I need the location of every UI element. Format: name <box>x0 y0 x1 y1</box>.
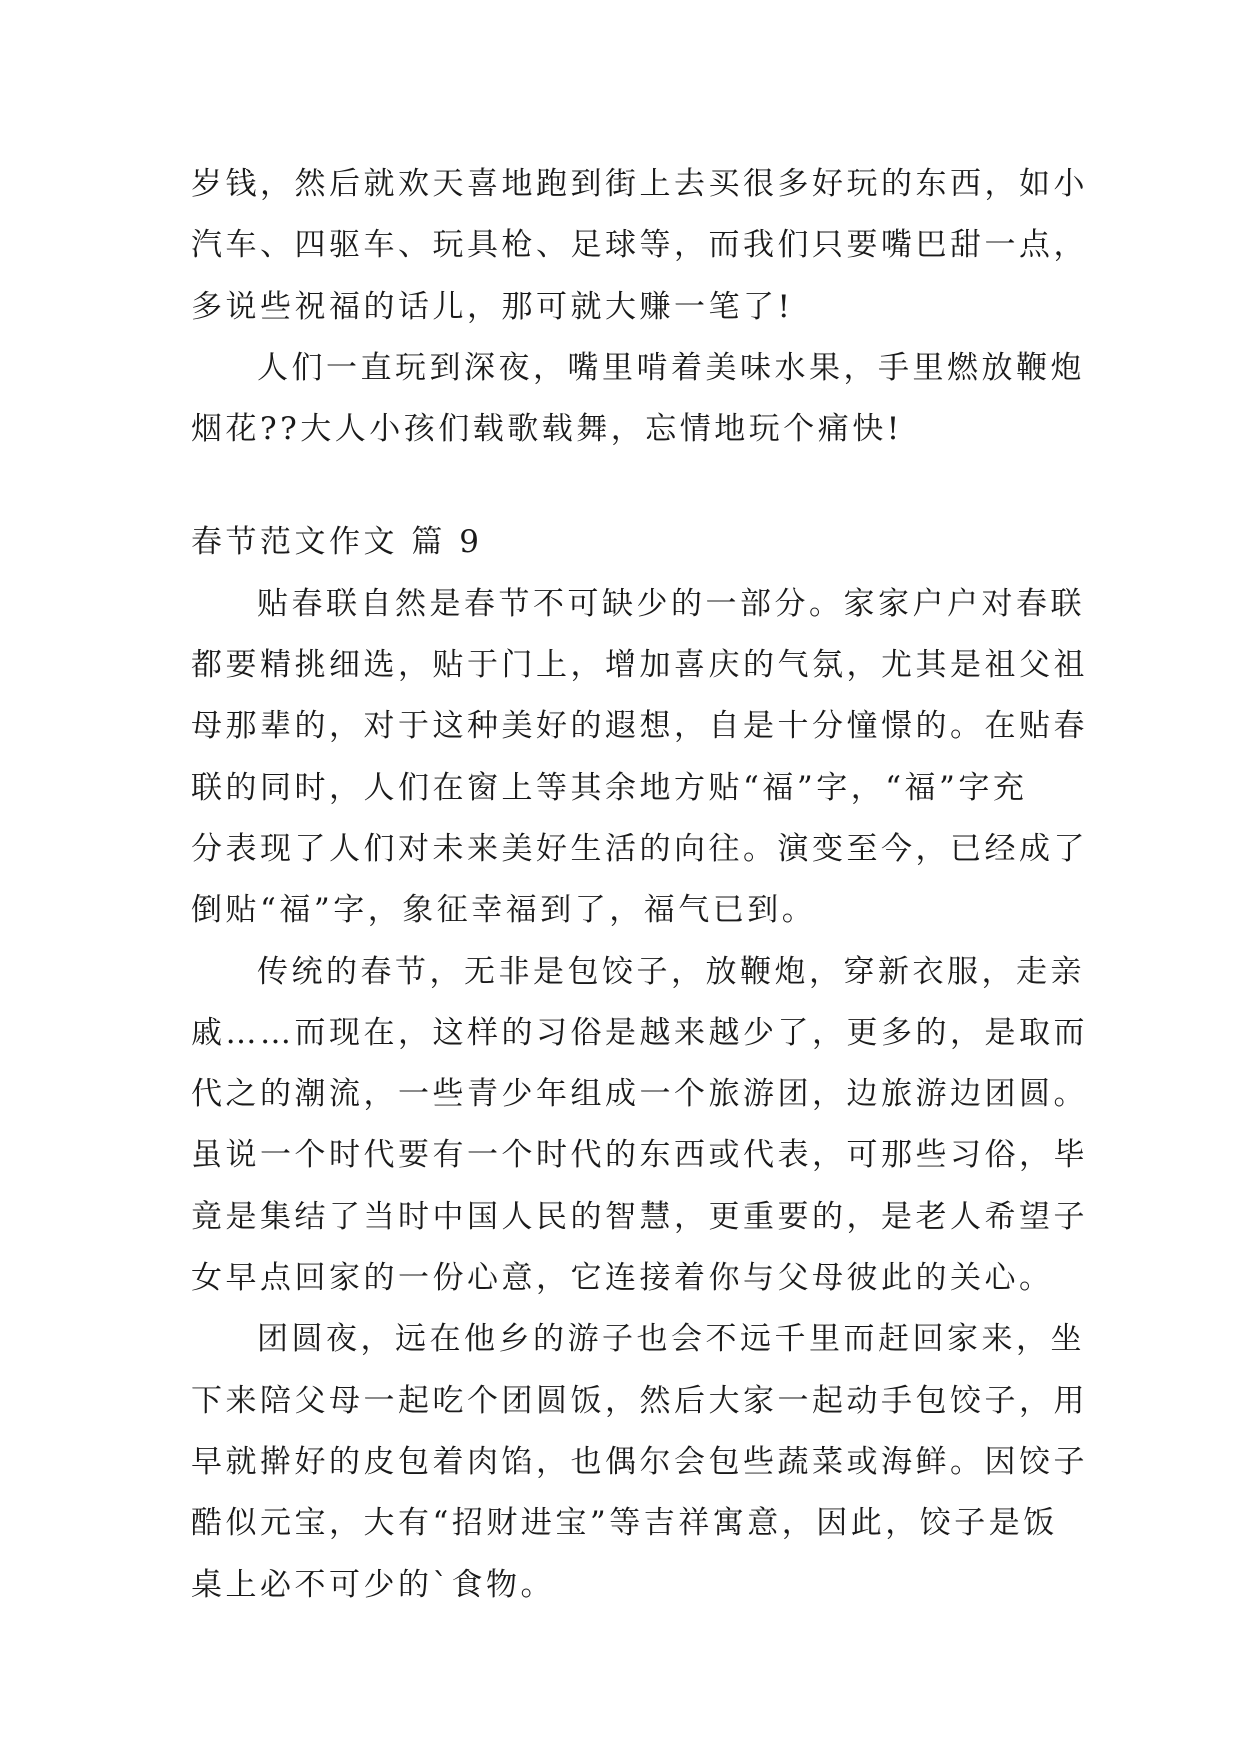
text-line: 岁钱，然后就欢天喜地跑到街上去买很多好玩的东西，如小 <box>191 166 1088 202</box>
document-body <box>191 154 1088 1616</box>
text-line: 下来陪父母一起吃个团圆饭，然后大家一起动手包饺子，用 <box>191 1382 1088 1419</box>
text-line: 代之的潮流，一些青少年组成一个旅游团，边旅游边团圆。 <box>191 1076 1088 1113</box>
paragraph-night <box>191 338 1085 461</box>
text-line: 母那辈的，对于这种美好的遐想，自是十分憧憬的。在贴春 <box>191 708 1088 745</box>
section-heading: 春节范文作文 篇 9 <box>191 524 483 561</box>
text-line: 分表现了人们对未来美好生活的向往。演变至今，已经成了 <box>191 830 1088 867</box>
paragraph-continued <box>191 154 1088 338</box>
text-line: 汽车、四驱车、玩具枪、足球等，而我们只要嘴巴甜一点， <box>191 227 1088 264</box>
text-line: 团圆夜，远在他乡的游子也会不远千里而赶回家来，坐 <box>257 1321 1085 1358</box>
text-line: 倒贴“福”字，象征幸福到了，福气已到。 <box>191 892 817 929</box>
text-line: 竟是集结了当时中国人民的智慧，更重要的，是老人希望子 <box>191 1198 1088 1235</box>
text-line: 戚……而现在，这样的习俗是越来越少了，更多的，是取而 <box>191 1014 1088 1051</box>
text-line: 酷似元宝，大有“招财进宝”等吉祥寓意，因此，饺子是饭 <box>191 1505 1058 1542</box>
text-line: 虽说一个时代要有一个时代的东西或代表，可那些习俗，毕 <box>191 1137 1088 1174</box>
text-line: 早就擀好的皮包着肉馅，也偶尔会包些蔬菜或海鲜。因饺子 <box>191 1443 1088 1480</box>
text-line: 传统的春节，无非是包饺子，放鞭炮，穿新衣服，走亲 <box>257 953 1085 990</box>
paragraph-couplets <box>191 574 1088 942</box>
text-line: 多说些祝福的话儿，那可就大赚一笔了! <box>191 288 794 325</box>
paragraph-reunion <box>191 1309 1088 1615</box>
text-line: 桌上必不可少的`食物。 <box>191 1566 555 1603</box>
text-line: 烟花??大人小孩们载歌载舞，忘情地玩个痛快! <box>191 411 903 448</box>
paragraph-traditions <box>191 942 1088 1310</box>
text-line: 人们一直玩到深夜，嘴里啃着美味水果，手里燃放鞭炮 <box>257 349 1085 386</box>
text-line: 女早点回家的一份心意，它连接着你与父母彼此的关心。 <box>191 1260 1054 1297</box>
text-line: 联的同时，人们在窗上等其余地方贴“福”字，“福”字充 <box>191 769 1028 806</box>
section-spacer <box>191 460 1071 512</box>
text-line: 都要精挑细选，贴于门上，增加喜庆的气氛，尤其是祖父祖 <box>191 647 1088 684</box>
text-line: 贴春联自然是春节不可缺少的一部分。家家户户对春联 <box>257 585 1085 622</box>
